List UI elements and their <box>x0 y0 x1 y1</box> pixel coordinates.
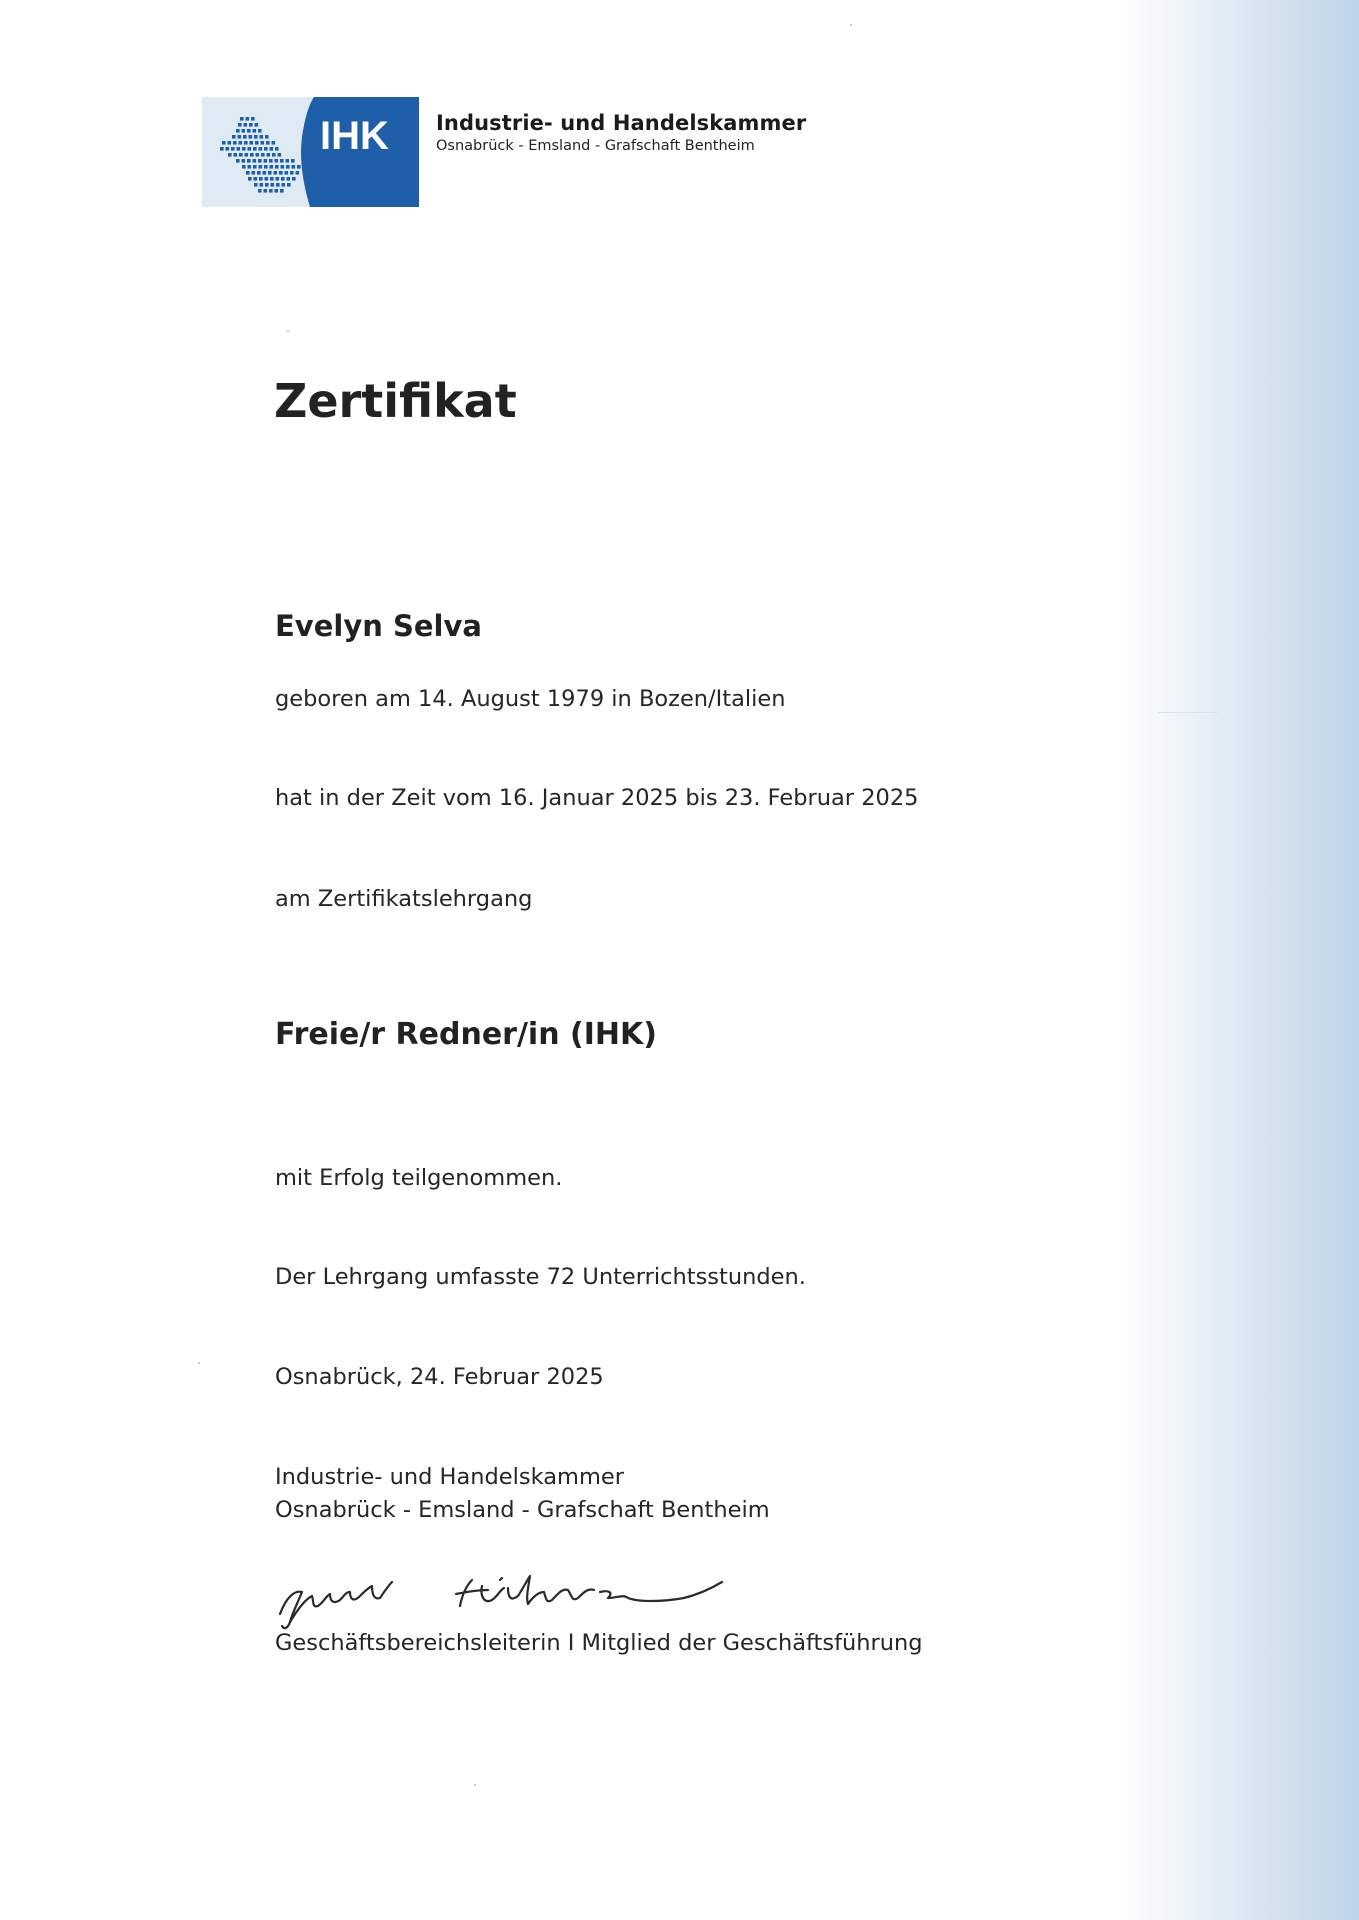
map-dot <box>255 141 259 145</box>
map-dot <box>286 159 290 163</box>
map-dot <box>247 129 251 133</box>
map-dot <box>259 177 263 181</box>
signature-image <box>272 1562 742 1636</box>
map-dot <box>253 165 257 169</box>
map-dot <box>252 171 256 175</box>
map-dot <box>231 147 235 151</box>
map-dot <box>242 159 246 163</box>
map-dot <box>265 135 269 139</box>
map-dot <box>274 171 278 175</box>
map-dot <box>281 165 285 169</box>
ihk-logo <box>202 97 419 207</box>
map-dot <box>242 129 246 133</box>
map-dot <box>264 147 268 151</box>
map-dot <box>275 165 279 169</box>
scan-speck <box>198 1362 200 1364</box>
map-dot <box>257 171 261 175</box>
map-dot <box>287 177 291 181</box>
scan-speck <box>287 330 289 332</box>
scan-line <box>1158 712 1218 713</box>
map-dot <box>259 165 263 169</box>
map-dot <box>253 129 257 133</box>
result-line: mit Erfolg teilgenommen. <box>275 1165 563 1191</box>
map-dot <box>261 153 265 157</box>
map-dot <box>280 159 284 163</box>
map-dot <box>292 165 296 169</box>
map-dot <box>242 147 246 151</box>
map-dot <box>244 123 248 127</box>
map-dot <box>236 159 240 163</box>
map-dot <box>259 147 263 151</box>
issuer-name-line1: Industrie- und Handelskammer <box>275 1464 624 1490</box>
map-dot <box>264 165 268 169</box>
map-dot <box>272 153 276 157</box>
map-dot <box>270 147 274 151</box>
map-dot <box>260 135 264 139</box>
map-dot <box>258 189 262 193</box>
map-dot <box>263 171 267 175</box>
map-dot <box>256 153 260 157</box>
map-dot <box>279 171 283 175</box>
map-dot <box>236 129 240 133</box>
map-dot <box>238 123 242 127</box>
map-dot <box>233 141 237 145</box>
map-dot <box>275 159 279 163</box>
map-dot <box>244 141 248 145</box>
map-dot <box>247 159 251 163</box>
map-dot <box>246 117 250 121</box>
map-dot <box>253 147 257 151</box>
map-dot <box>242 165 246 169</box>
birth-line: geboren am 14. August 1979 in Bozen/Italien <box>275 686 786 712</box>
map-dot <box>250 141 254 145</box>
map-dot <box>240 117 244 121</box>
map-dot <box>253 159 257 163</box>
map-dot <box>270 177 274 181</box>
map-dot <box>228 153 232 157</box>
map-dot <box>234 153 238 157</box>
map-dot <box>260 183 264 187</box>
map-dot <box>292 177 296 181</box>
map-dot <box>265 183 269 187</box>
map-dot <box>276 183 280 187</box>
scan-speck <box>850 24 852 26</box>
map-dot <box>261 141 265 145</box>
map-dot <box>267 153 271 157</box>
org-region: Osnabrück - Emsland - Grafschaft Bentheim <box>436 138 755 154</box>
map-dot <box>226 147 230 151</box>
map-dot <box>258 129 262 133</box>
place-date: Osnabrück, 24. Februar 2025 <box>275 1364 604 1390</box>
map-dot <box>286 165 290 169</box>
map-dot <box>237 147 241 151</box>
map-dot <box>228 141 232 145</box>
map-dot <box>278 153 282 157</box>
map-dot <box>285 171 289 175</box>
map-dot <box>282 183 286 187</box>
map-dot <box>265 177 269 181</box>
map-dot <box>245 153 249 157</box>
period-line: hat in der Zeit vom 16. Januar 2025 bis 23. Februar 2025 <box>275 785 919 811</box>
map-dot <box>222 141 226 145</box>
map-dot <box>270 165 274 169</box>
map-dot <box>269 189 273 193</box>
map-dot <box>249 135 253 139</box>
map-dot <box>280 189 284 193</box>
map-dot <box>250 153 254 157</box>
map-dot <box>269 159 273 163</box>
logo-graphic <box>202 97 419 207</box>
map-dot <box>264 159 268 163</box>
map-dot <box>264 189 268 193</box>
map-dot <box>239 141 243 145</box>
map-dot <box>271 183 275 187</box>
map-dot <box>296 171 300 175</box>
scan-speck <box>474 1784 476 1786</box>
map-dot <box>248 177 252 181</box>
recipient-name: Evelyn Selva <box>275 609 482 643</box>
map-dot <box>248 147 252 151</box>
ihk-logo-mark <box>202 97 419 207</box>
map-dot <box>243 135 247 139</box>
course-intro: am Zertifikatslehrgang <box>275 886 533 912</box>
map-dot <box>291 159 295 163</box>
map-dot <box>275 147 279 151</box>
map-dot <box>276 177 280 181</box>
map-dot <box>254 177 258 181</box>
map-dot <box>275 189 279 193</box>
map-dot <box>287 183 291 187</box>
signatory-role: Geschäftsbereichsleiterin I Mitglied der Geschäftsführung <box>275 1630 923 1656</box>
org-name: Industrie- und Handelskammer <box>436 111 807 135</box>
certificate-title: Zertifikat <box>274 374 517 428</box>
hours-line: Der Lehrgang umfasste 72 Unterrichtsstunden. <box>275 1264 806 1290</box>
map-dot <box>239 153 243 157</box>
map-dot <box>220 147 224 151</box>
map-dot <box>297 165 301 169</box>
map-dot <box>255 123 259 127</box>
logo-text: IHK <box>320 114 389 158</box>
map-dot <box>246 171 250 175</box>
map-dot <box>232 135 236 139</box>
map-dot <box>290 171 294 175</box>
issuer-name-line2: Osnabrück - Emsland - Grafschaft Bentheim <box>275 1497 770 1523</box>
map-dot <box>254 183 258 187</box>
course-name: Freie/r Redner/in (IHK) <box>275 1017 657 1052</box>
map-dot <box>238 135 242 139</box>
map-dot <box>268 171 272 175</box>
map-dot <box>249 123 253 127</box>
map-dot <box>281 177 285 181</box>
map-dot <box>258 159 262 163</box>
map-dot <box>248 165 252 169</box>
map-dot <box>254 135 258 139</box>
map-dot <box>251 117 255 121</box>
map-dot <box>266 141 270 145</box>
map-dot <box>272 141 276 145</box>
